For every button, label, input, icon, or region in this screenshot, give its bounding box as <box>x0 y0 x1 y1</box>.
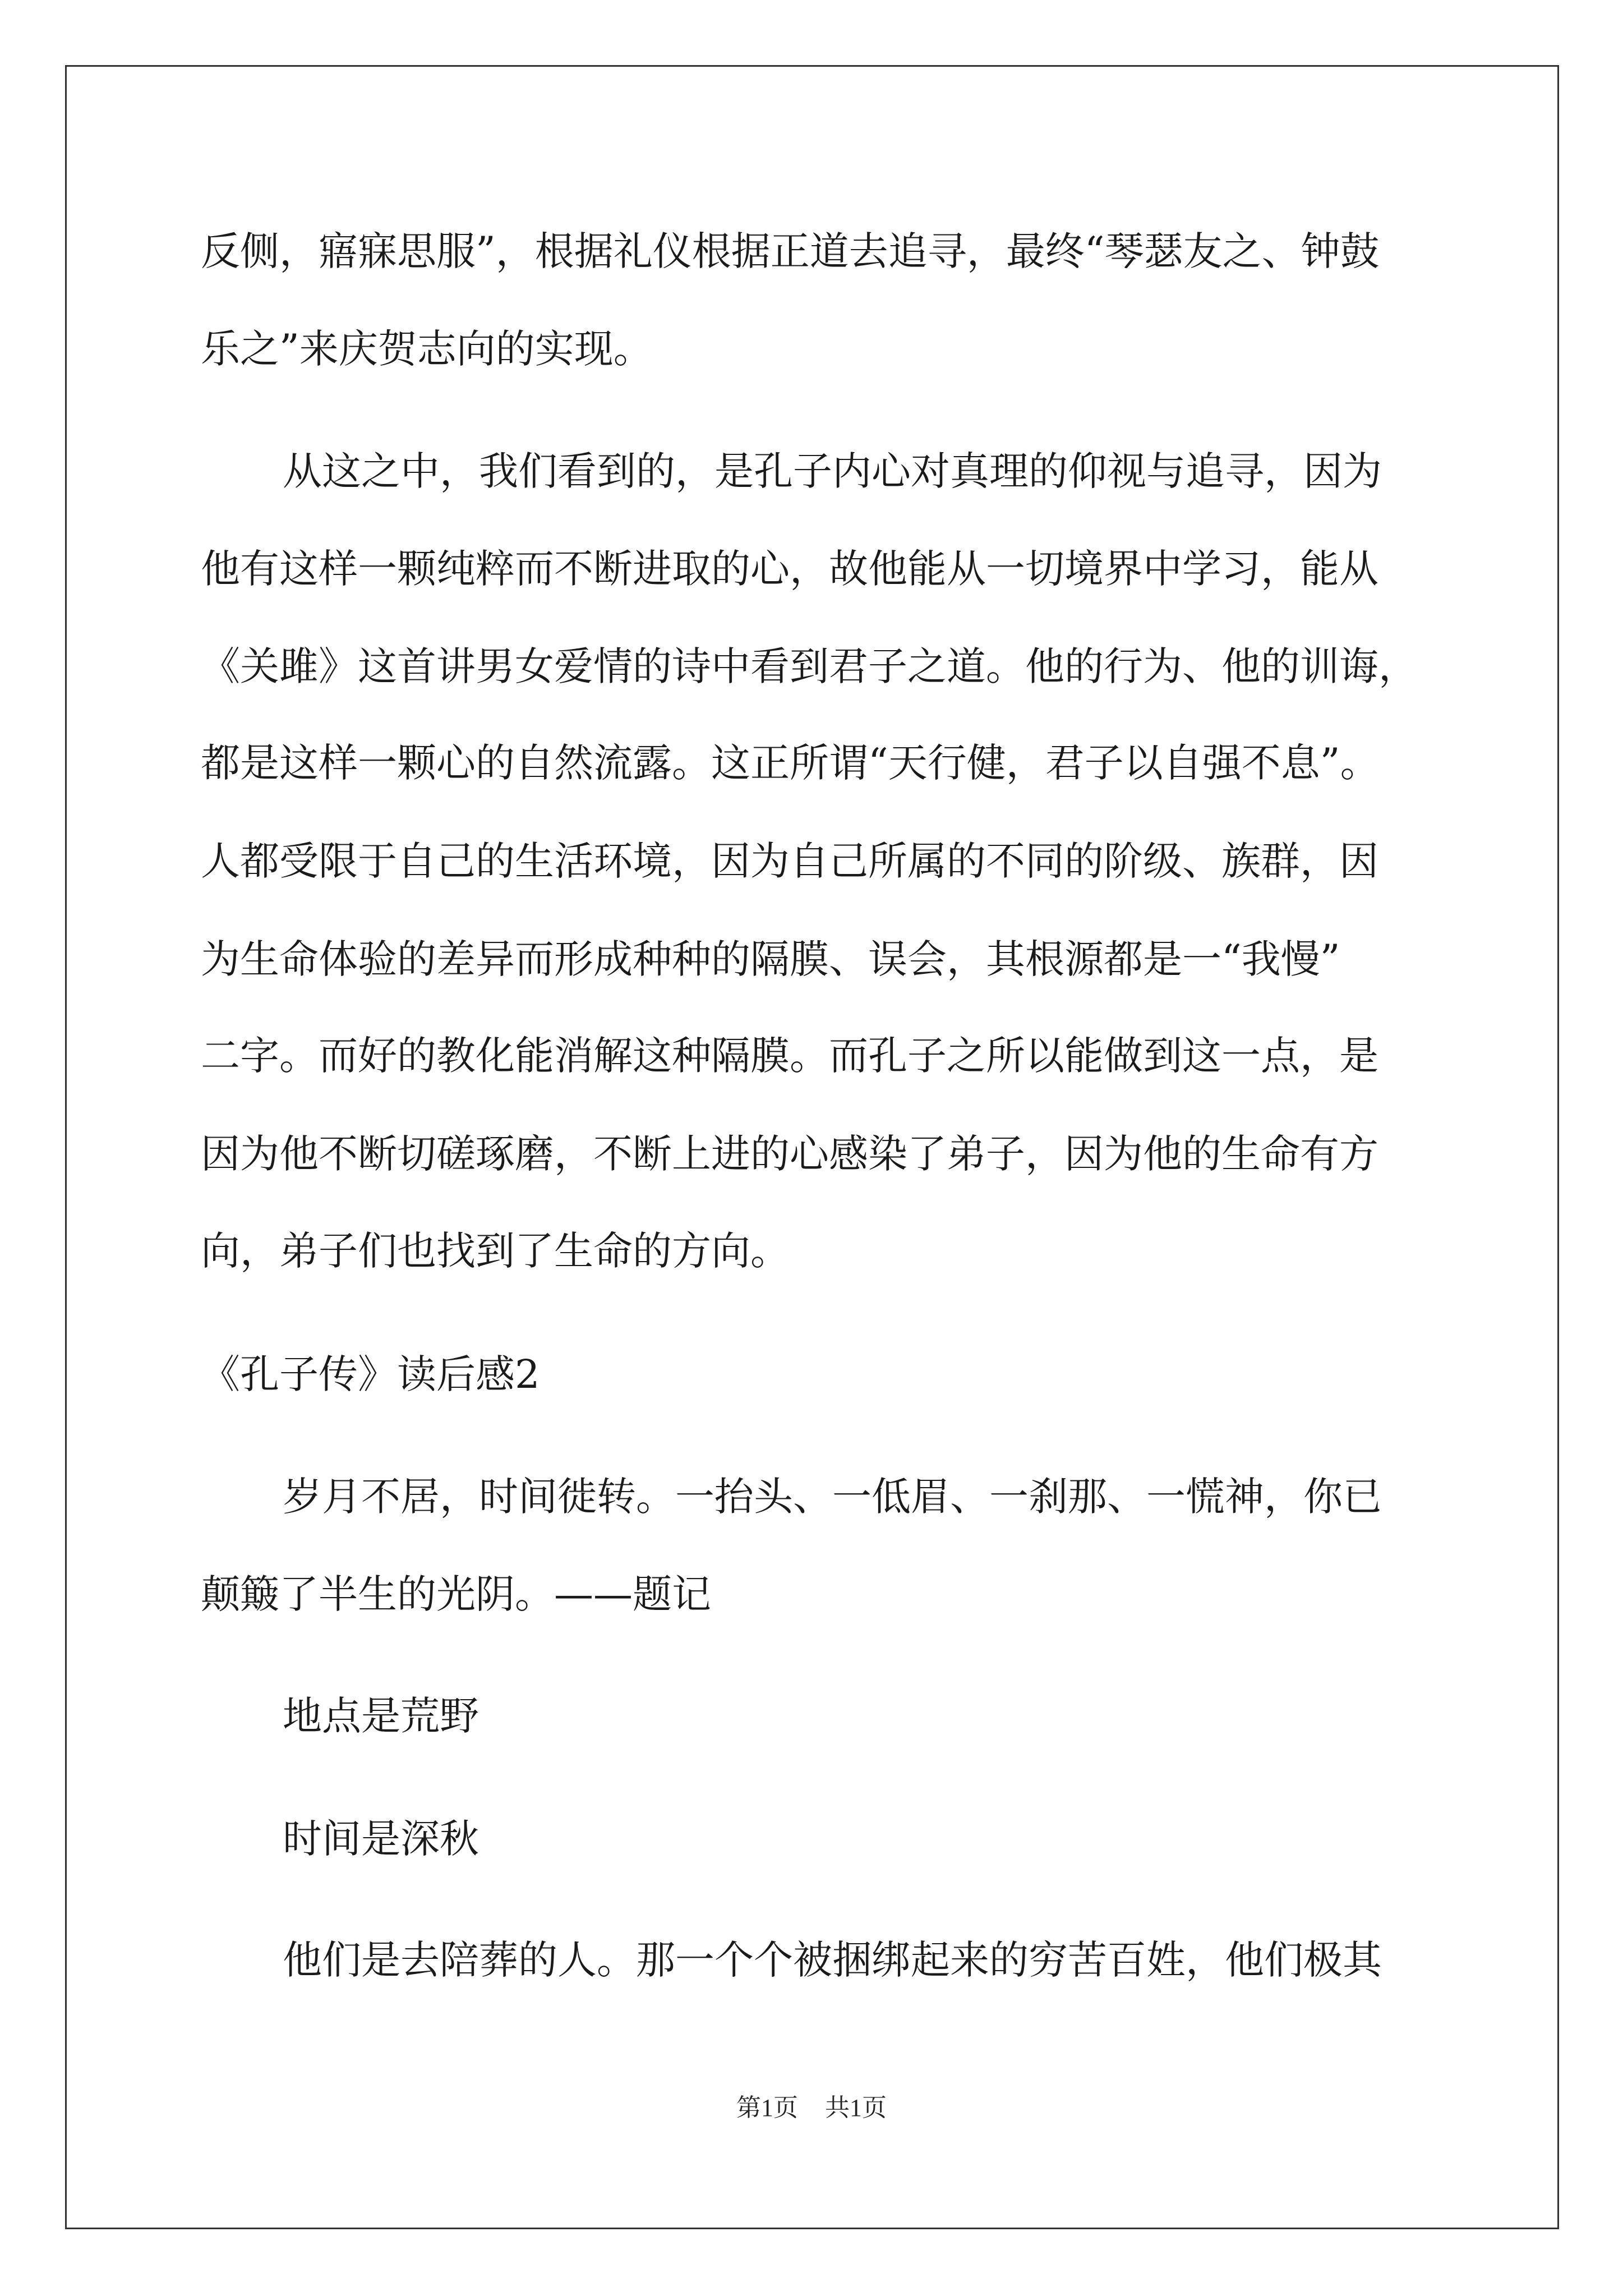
paragraph-line: 从这之中，我们看到的，是孔子内心对真理的仰视与追寻，因为 <box>283 448 1382 494</box>
paragraph-line: 二字。而好的教化能消解这种隔膜。而孔子之所以能做到这一点，是 <box>201 1033 1378 1079</box>
page-number: 第1页 <box>736 2094 798 2122</box>
page-footer <box>0 2091 1623 2125</box>
paragraph-line: 《关雎》这首讲男女爱情的诗中看到君子之道。他的行为、他的训诲， <box>201 643 1418 689</box>
paragraph-line: 地点是荒野 <box>283 1693 479 1739</box>
paragraph-line: 因为他不断切磋琢磨，不断上进的心感染了弟子，因为他的生命有方 <box>201 1131 1378 1177</box>
paragraph-line: 都是这样一颗心的自然流露。这正所谓“天行健，君子以自强不息”。 <box>201 740 1380 786</box>
paragraph-line: 他们是去陪葬的人。那一个个被捆绑起来的穷苦百姓，他们极其 <box>283 1937 1382 1983</box>
paragraph-line: 他有这样一颗纯粹而不断进取的心，故他能从一切境界中学习，能从 <box>201 546 1378 592</box>
paragraph-line: 向，弟子们也找到了生命的方向。 <box>201 1228 790 1274</box>
paragraph-line: 岁月不居，时间徙转。一抬头、一低眉、一刹那、一慌神，你已 <box>283 1474 1382 1520</box>
paragraph-line: 为生命体验的差异而形成种种的隔膜、误会，其根源都是一“我慢” <box>201 936 1340 982</box>
paragraph-line: 乐之”来庆贺志向的实现。 <box>201 326 653 372</box>
page-total: 共1页 <box>825 2094 887 2122</box>
paragraph-line: 反侧，寤寐思服”，根据礼仪根据正道去追寻，最终“琴瑟友之、钟鼓 <box>201 228 1380 274</box>
section-heading: 《孔子传》读后感2 <box>201 1351 540 1397</box>
paragraph-line: 颠簸了半生的光阴。——题记 <box>201 1571 711 1617</box>
paragraph-line: 时间是深秋 <box>283 1816 479 1862</box>
paragraph-line: 人都受限于自己的生活环境，因为自己所属的不同的阶级、族群，因 <box>201 838 1378 884</box>
